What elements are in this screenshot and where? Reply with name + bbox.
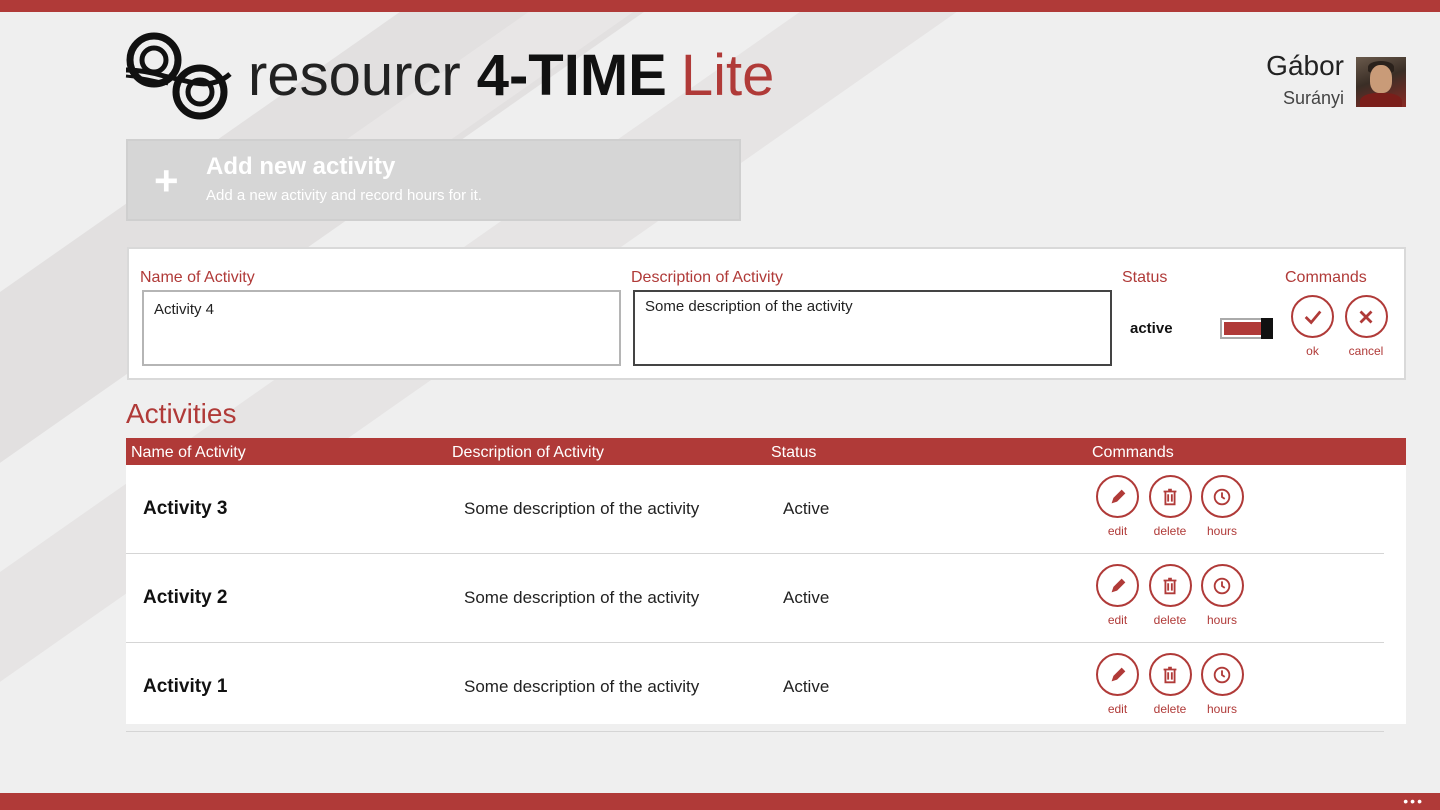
activity-description: Some description of the activity <box>464 677 700 696</box>
hours-button[interactable] <box>1199 653 1245 716</box>
delete-label: delete <box>1153 613 1187 627</box>
user-last-name: Surányi <box>1282 88 1344 108</box>
activity-description: Some description of the activity <box>464 588 700 607</box>
trash-icon <box>1159 575 1181 597</box>
delete-label: delete <box>1153 524 1187 538</box>
clock-icon <box>1211 664 1233 686</box>
edit-button[interactable] <box>1095 475 1140 538</box>
activity-description-input[interactable] <box>633 290 1112 366</box>
column-header-description: Description of Activity <box>452 444 605 461</box>
activity-name: Activity 2 <box>143 587 228 608</box>
app-title-product: 4-TIME <box>476 43 667 108</box>
description-label: Description of Activity <box>631 269 784 286</box>
delete-button[interactable] <box>1146 564 1194 627</box>
column-header-name: Name of Activity <box>131 444 246 461</box>
edit-button[interactable] <box>1095 653 1140 716</box>
activity-description: Some description of the activity <box>464 499 700 518</box>
table-row[interactable] <box>126 554 1384 643</box>
add-tile-subtitle: Add a new activity and record hours for it. <box>206 187 482 204</box>
pencil-icon <box>1107 575 1129 597</box>
add-new-activity-button[interactable] <box>126 139 741 221</box>
ok-button[interactable] <box>1290 295 1335 358</box>
hours-label: hours <box>1206 613 1238 627</box>
trash-icon <box>1159 664 1181 686</box>
top-accent-bar <box>0 0 1440 12</box>
clock-icon <box>1211 575 1233 597</box>
activity-name: Activity 1 <box>143 676 228 697</box>
app-logo <box>124 30 774 122</box>
app-title-edition: Lite <box>680 43 775 108</box>
app-title <box>248 30 774 122</box>
app-bar <box>0 793 1440 810</box>
pencil-icon <box>1107 664 1129 686</box>
hours-button[interactable] <box>1199 564 1245 627</box>
cancel-button[interactable] <box>1340 295 1392 358</box>
edit-button[interactable] <box>1095 564 1140 627</box>
trash-icon <box>1159 486 1181 508</box>
status-value: active <box>1130 320 1173 337</box>
delete-button[interactable] <box>1146 653 1194 716</box>
hours-label: hours <box>1206 702 1238 716</box>
ok-label: ok <box>1306 344 1319 358</box>
status-toggle[interactable] <box>1220 318 1273 339</box>
user-first-name: Gábor <box>1266 50 1344 81</box>
activity-status: Active <box>783 677 830 696</box>
column-header-status: Status <box>771 444 817 461</box>
checkmark-icon <box>1302 306 1324 328</box>
activity-name: Activity 3 <box>143 498 228 519</box>
activities-table <box>126 438 1406 724</box>
table-header <box>126 438 1406 465</box>
hours-label: hours <box>1206 524 1238 538</box>
edit-label: edit <box>1107 613 1128 627</box>
edit-label: edit <box>1107 524 1128 538</box>
avatar[interactable] <box>1356 57 1406 107</box>
hours-button[interactable] <box>1199 475 1245 538</box>
column-header-commands: Commands <box>1092 444 1174 461</box>
app-title-brand: resourcr <box>248 43 461 108</box>
plus-icon: + <box>154 157 179 204</box>
edit-label: edit <box>1107 702 1128 716</box>
commands-label: Commands <box>1285 269 1367 286</box>
activity-status: Active <box>783 588 830 607</box>
user-info[interactable] <box>1266 50 1344 109</box>
more-options-button[interactable]: ••• <box>1403 793 1424 809</box>
add-tile-title: Add new activity <box>206 153 396 180</box>
activity-edit-form <box>127 247 1406 380</box>
clock-icon <box>1211 486 1233 508</box>
activity-status: Active <box>783 499 830 518</box>
table-row[interactable] <box>126 465 1384 554</box>
pencil-icon <box>1107 486 1129 508</box>
table-row[interactable] <box>126 643 1384 732</box>
activities-heading: Activities <box>126 398 237 429</box>
cancel-label: cancel <box>1348 344 1384 358</box>
delete-label: delete <box>1153 702 1187 716</box>
close-icon <box>1355 306 1377 328</box>
delete-button[interactable] <box>1146 475 1194 538</box>
activity-name-input[interactable] <box>142 290 621 366</box>
logo-icon <box>124 30 232 122</box>
status-label: Status <box>1122 269 1168 286</box>
name-label: Name of Activity <box>140 269 255 286</box>
